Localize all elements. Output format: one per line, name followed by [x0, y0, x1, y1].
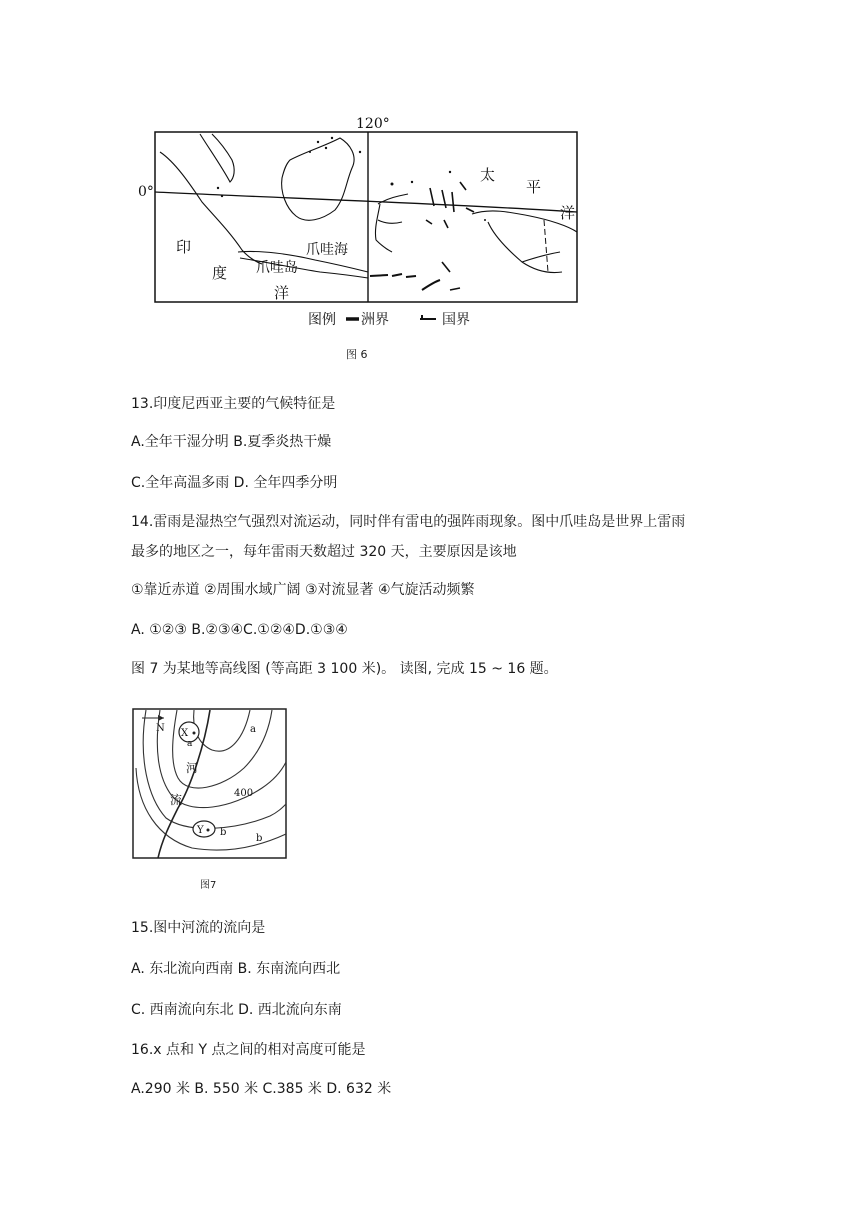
- q13-options-line2: C.全年高温多雨 D. 全年四季分明: [131, 475, 338, 491]
- x-point-dot: [193, 732, 196, 735]
- q16-stem: 16.x 点和 Y 点之间的相对高度可能是: [131, 1042, 366, 1058]
- maluku-islands: [426, 182, 474, 290]
- label-yang-pacific: 洋: [560, 204, 576, 222]
- q14-stem-line2: 最多的地区之一，每年雷雨天数超过 320 天，主要原因是该地: [131, 544, 517, 560]
- borneo-coast: [282, 138, 354, 220]
- equator-label: 0°: [138, 184, 154, 200]
- figure-7-caption: 图7: [200, 880, 217, 891]
- intro-15-16: 图 7 为某地等高线图 (等高距 3 100 米)。 读图, 完成 15 ~ 16 题。: [131, 661, 558, 677]
- label-tai: 太: [480, 166, 496, 184]
- b-label-small: b: [220, 827, 227, 838]
- legend-national-boundary: 国界: [442, 312, 470, 328]
- q15-stem: 15.图中河流的流向是: [131, 920, 266, 936]
- figure-6-caption: 图 6: [346, 348, 368, 361]
- q14-statements: ①靠近赤道 ②周围水域广阔 ③对流显著 ④气旋活动频繁: [131, 582, 475, 598]
- label-ping: 平: [526, 178, 542, 196]
- label-java-island: 爪哇岛: [256, 260, 298, 276]
- q15-options-line2: C. 西南流向东北 D. 西北流向东南: [131, 1002, 342, 1018]
- contour-400-label: 400: [234, 788, 254, 799]
- legend-continent-boundary: 洲界: [361, 312, 389, 328]
- meridian-120-label: 120°: [356, 116, 390, 132]
- q16-options: A.290 米 B. 550 米 C.385 米 D. 632 米: [131, 1081, 392, 1097]
- y-point-label: Y: [197, 825, 204, 836]
- figure-7-contour-map: [132, 708, 288, 860]
- q14-options: A. ①②③ B.②③④C.①②④D.①③④: [131, 622, 348, 638]
- q13-stem: 13.印度尼西亚主要的气候特征是: [131, 396, 336, 412]
- figure-6-map: [130, 112, 590, 332]
- q15-options-line1: A. 东北流向西南 B. 东南流向西北: [131, 961, 341, 977]
- a-label-small: a: [187, 739, 193, 749]
- malay-peninsula-coast: [200, 134, 234, 182]
- label-du: 度: [212, 264, 228, 282]
- equator-line: [155, 192, 577, 212]
- y-point-dot: [207, 829, 210, 832]
- png-national-border: [544, 220, 548, 272]
- river-char-2: 流: [170, 793, 183, 807]
- a-label: a: [250, 724, 256, 735]
- x-point-label: X: [181, 728, 189, 739]
- label-yang-indian: 洋: [274, 284, 290, 302]
- lesser-sunda-islands: [370, 274, 440, 290]
- q13-options-line1: A.全年干湿分明 B.夏季炎热干燥: [131, 434, 332, 450]
- north-label: N: [156, 723, 165, 734]
- river-char-1: 河: [186, 761, 199, 775]
- q14-stem-line1: 14.雷雨是湿热空气强烈对流运动，同时伴有雷电的强阵雨现象。图中爪哇岛是世界上雷雨: [131, 514, 686, 530]
- legend-title: 图例: [308, 312, 336, 328]
- b-label: b: [256, 833, 263, 844]
- label-yin: 印: [176, 238, 192, 256]
- label-java-sea: 爪哇海: [306, 242, 348, 258]
